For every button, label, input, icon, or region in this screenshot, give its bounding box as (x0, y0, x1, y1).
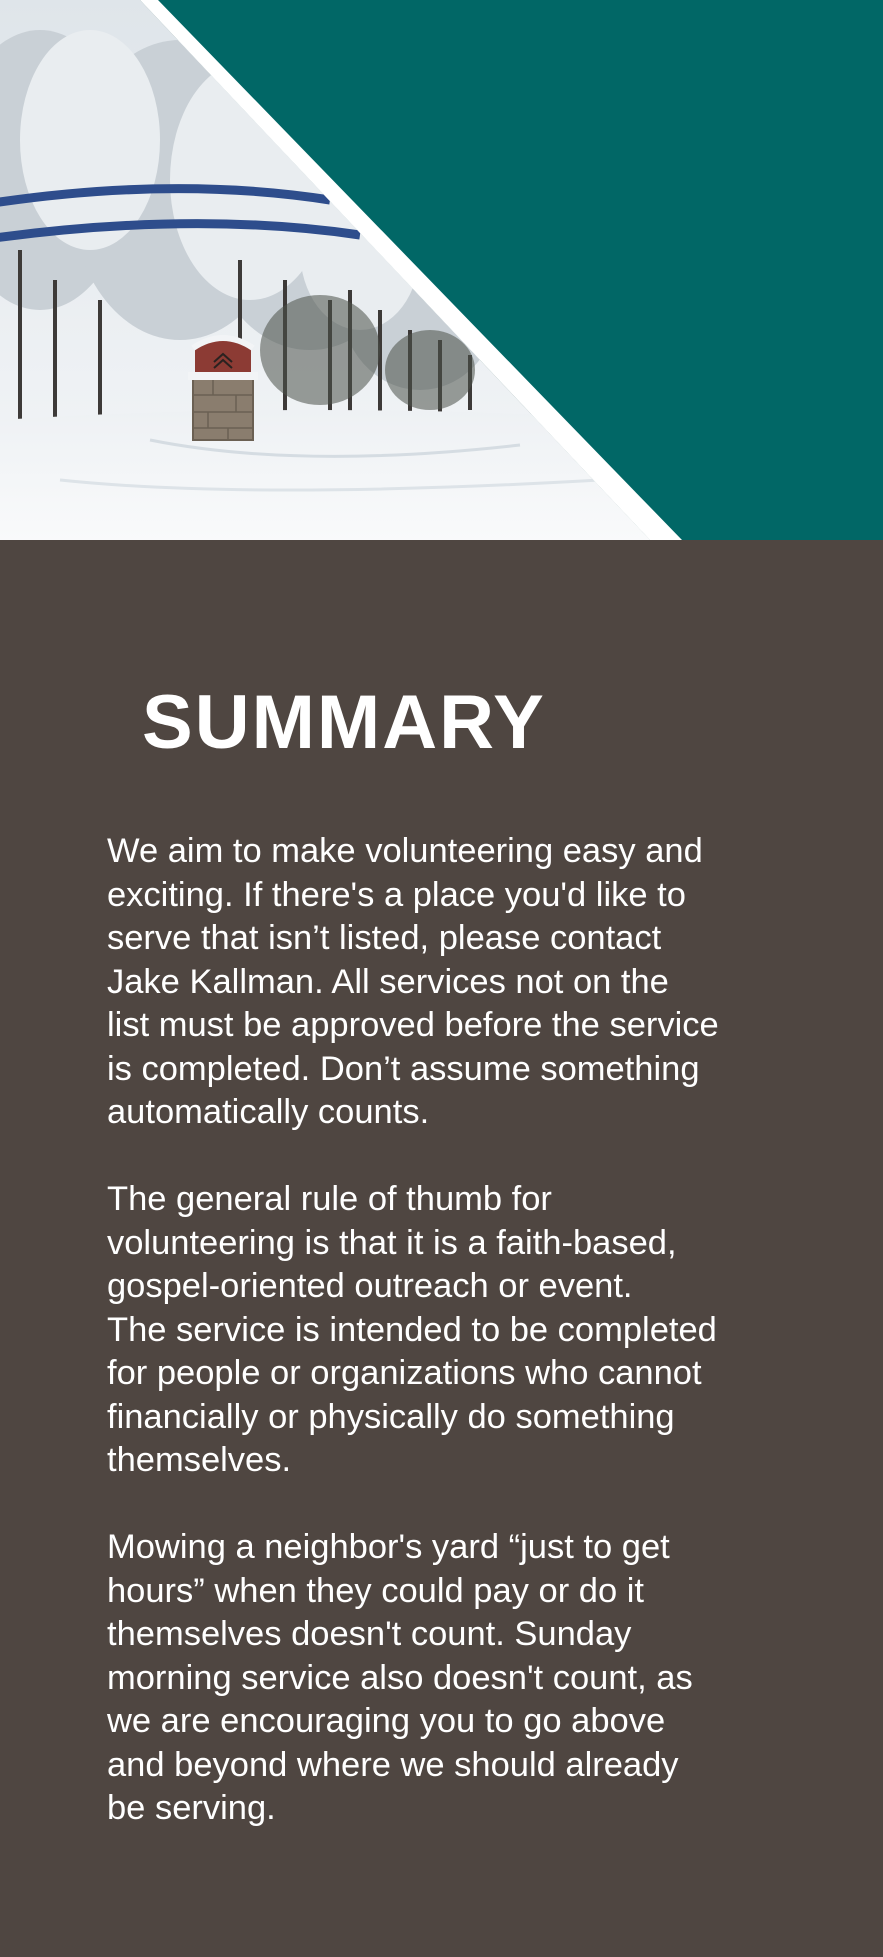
text-line: and beyond where we should already (107, 1745, 679, 1784)
text-line: themselves. (107, 1441, 292, 1479)
text-line: for people or organizations who cannot (107, 1354, 702, 1392)
text-line: Mowing a neighbor's yard “just to get (107, 1528, 670, 1566)
text-line: is completed. Don’t assume something (107, 1049, 700, 1088)
text-line: automatically counts. (107, 1093, 430, 1131)
summary-paragraph (107, 1526, 807, 1831)
text-line: serve that isn’t listed, please contact (107, 919, 662, 957)
text-line: we are encouraging you to go above (107, 1702, 666, 1740)
text-line: Jake Kallman. All services not on the (107, 962, 669, 1001)
hero-banner (0, 0, 883, 540)
text-line: hours” when they could pay or do it (107, 1571, 644, 1610)
text-line: be serving. (107, 1789, 276, 1827)
text-line: We aim to make volunteering easy and (107, 832, 703, 870)
stone-monument (188, 338, 258, 440)
hero-graphic (0, 0, 883, 540)
text-line: morning service also doesn't count, as (107, 1658, 693, 1697)
text-line: gospel-oriented outreach or event. (107, 1267, 633, 1305)
text-line: list must be approved before the service (107, 1006, 719, 1044)
summary-panel (0, 540, 883, 1957)
summary-title: SUMMARY (142, 680, 546, 765)
text-line: The general rule of thumb for (107, 1180, 552, 1218)
text-line: exciting. If there's a place you'd like to (107, 875, 686, 914)
text-line: financially or physically do something (107, 1397, 675, 1436)
text-line: The service is intended to be completed (107, 1310, 717, 1349)
summary-body (107, 830, 807, 1874)
text-line: themselves doesn't count. Sunday (107, 1615, 632, 1653)
summary-paragraph (107, 830, 807, 1135)
text-line: volunteering is that it is a faith-based, (107, 1223, 677, 1262)
summary-paragraph (107, 1178, 807, 1483)
